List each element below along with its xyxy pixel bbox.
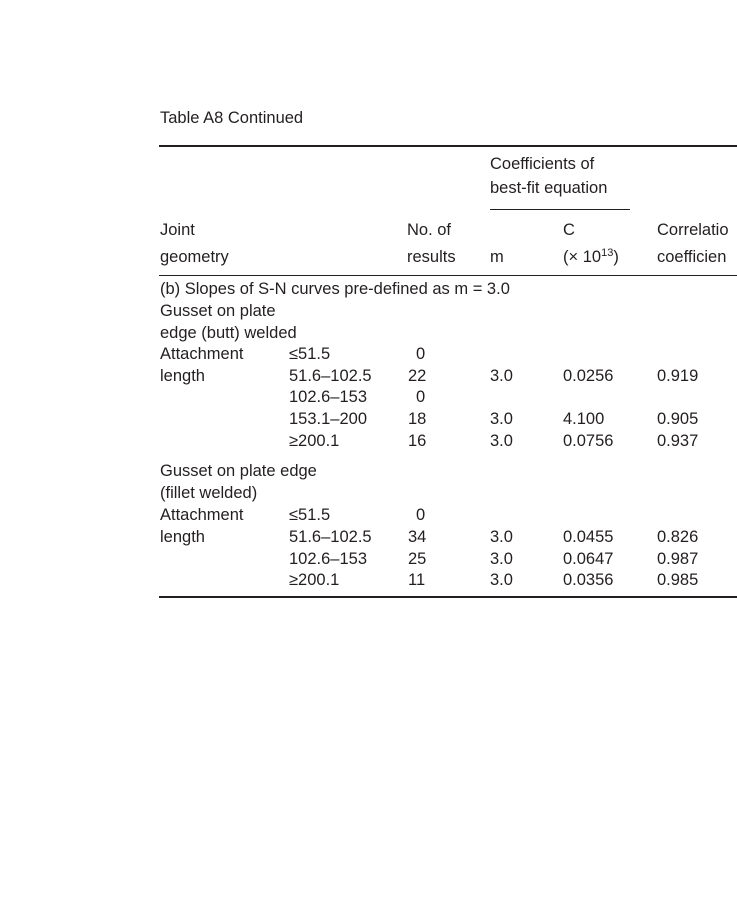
row-range: ≤51.5 — [289, 345, 331, 363]
c-exponent: 13 — [601, 247, 614, 259]
row-r: 0.985 — [657, 571, 699, 589]
table-top-rule — [159, 145, 737, 147]
row-range: ≥200.1 — [289, 571, 340, 589]
group-header-line1: Coefficients of — [490, 155, 595, 173]
row-m: 3.0 — [490, 550, 513, 568]
row-m: 3.0 — [490, 528, 513, 546]
row-range: 153.1–200 — [289, 410, 367, 428]
col-header-c-line1: C — [563, 221, 575, 239]
row-range: ≤51.5 — [289, 506, 331, 524]
group-header-rule — [490, 209, 630, 210]
group2-name-line1: Gusset on plate edge — [160, 462, 317, 480]
col-header-c-line2 — [563, 249, 619, 266]
col-header-joint-line2: geometry — [160, 248, 229, 266]
row-count: 11 — [408, 571, 426, 589]
row-count: 34 — [408, 528, 427, 546]
group-header-line2: best-fit equation — [490, 179, 608, 197]
group2-name-line2: (fillet welded) — [160, 484, 258, 502]
group1-label-line1: Attachment — [160, 345, 244, 363]
row-m: 3.0 — [490, 432, 513, 450]
group2-label-line2: length — [160, 528, 205, 546]
group1-name-line2: edge (butt) welded — [160, 324, 297, 342]
row-c: 0.0647 — [563, 550, 614, 568]
col-header-corr-line1: Correlatio — [657, 221, 729, 239]
c-suffix: ) — [613, 248, 619, 266]
c-prefix: (× 10 — [563, 248, 602, 266]
row-c: 0.0756 — [563, 432, 614, 450]
row-r: 0.937 — [657, 432, 699, 450]
group1-label-line2: length — [160, 367, 205, 385]
group1-name-line1: Gusset on plate — [160, 302, 276, 320]
row-r: 0.905 — [657, 410, 699, 428]
row-range: 102.6–153 — [289, 550, 367, 568]
row-count: 22 — [408, 367, 427, 385]
group2-label-line1: Attachment — [160, 506, 244, 524]
col-header-corr-line2: coefficien — [657, 248, 727, 266]
row-count: 18 — [408, 410, 427, 428]
row-count: 16 — [408, 432, 427, 450]
row-count: 25 — [408, 550, 427, 568]
row-m: 3.0 — [490, 571, 513, 589]
row-c: 4.100 — [563, 410, 605, 428]
row-m: 3.0 — [490, 410, 513, 428]
row-c: 0.0356 — [563, 571, 614, 589]
row-c: 0.0256 — [563, 367, 614, 385]
col-header-m: m — [490, 248, 504, 266]
row-range: 102.6–153 — [289, 388, 367, 406]
col-header-no-line1: No. of — [407, 221, 452, 239]
col-header-no-line2: results — [407, 248, 456, 266]
table-bottom-rule — [159, 596, 737, 598]
col-header-joint-line1: Joint — [160, 221, 195, 239]
table-caption: Table A8 Continued — [160, 109, 304, 127]
row-count: 0 — [416, 388, 426, 406]
row-r: 0.919 — [657, 367, 699, 385]
row-c: 0.0455 — [563, 528, 614, 546]
row-m: 3.0 — [490, 367, 513, 385]
header-bottom-rule — [159, 275, 737, 276]
row-r: 0.987 — [657, 550, 699, 568]
row-range: 51.6–102.5 — [289, 367, 372, 385]
row-range: 51.6–102.5 — [289, 528, 372, 546]
row-count: 0 — [416, 506, 426, 524]
row-count: 0 — [416, 345, 426, 363]
row-r: 0.826 — [657, 528, 699, 546]
row-range: ≥200.1 — [289, 432, 340, 450]
section-title: (b) Slopes of S-N curves pre-defined as m = 3.0 — [160, 280, 510, 298]
